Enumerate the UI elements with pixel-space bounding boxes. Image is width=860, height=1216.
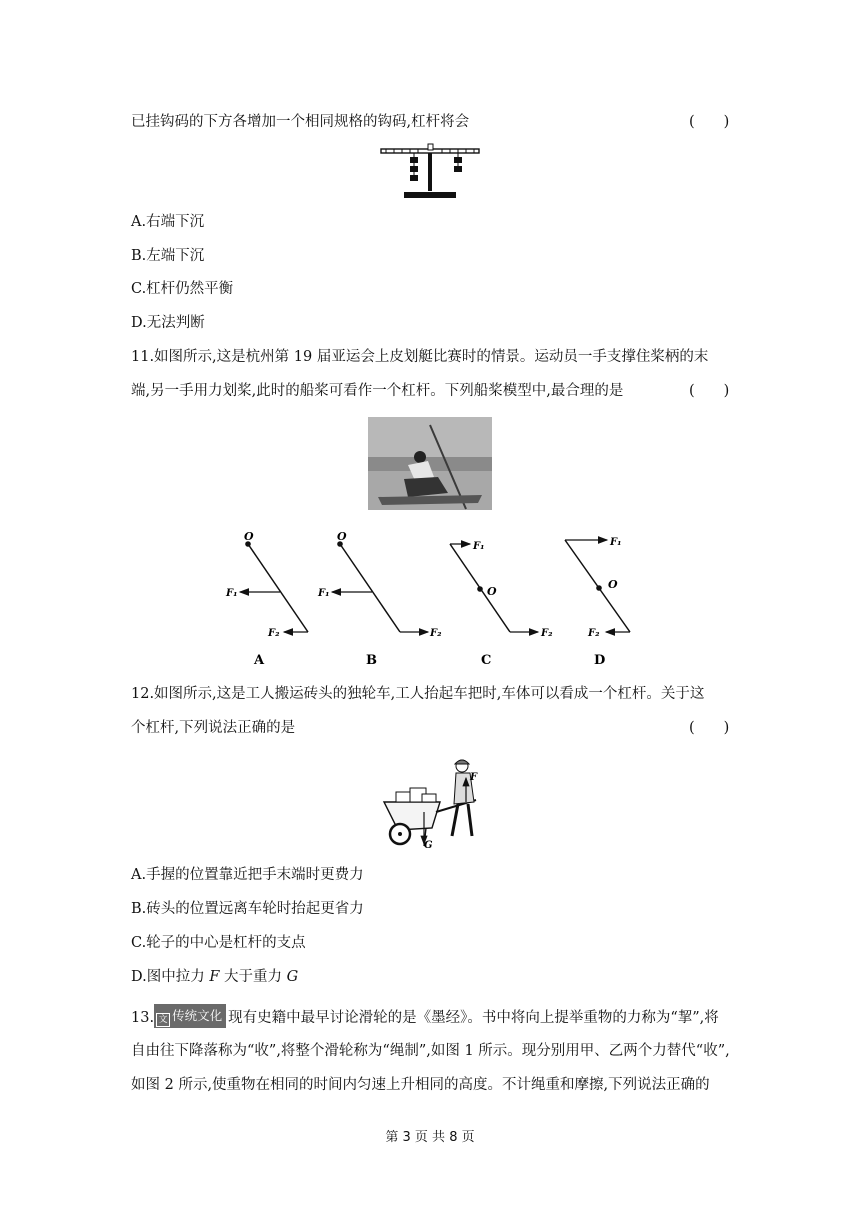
q10-option-b: B.左端下沉	[131, 248, 205, 264]
q13-text-line3: 如图 2 所示,使重物在相同的时间内匀速上升相同的高度。不计绳重和摩擦,下列说法正确的	[131, 1077, 710, 1093]
q11-text-line1: 11.如图所示,这是杭州第 19 届亚运会上皮划艇比赛时的情景。运动员一手支撑住桨柄的末	[131, 349, 709, 365]
traditional-culture-badge: 文 传统文化	[154, 1004, 226, 1028]
lever-balance-figure	[378, 142, 482, 200]
q10-answer-paren: ( )	[689, 114, 730, 130]
diagram-a	[225, 530, 308, 668]
q12-option-b: B.砖头的位置远离车轮时抬起更省力	[131, 901, 364, 917]
culture-icon: 文	[156, 1013, 170, 1027]
diagram-a-label-o: O	[244, 530, 254, 543]
diagram-d-label-o: O	[608, 578, 618, 591]
diagram-a-letter: A	[254, 653, 265, 668]
q12-option-a: A.手握的位置靠近把手末端时更费力	[131, 867, 364, 883]
diagram-c-label-f1: F₁	[473, 541, 485, 552]
wheelbarrow-label-f: F	[470, 772, 478, 783]
q10-option-a: A.右端下沉	[131, 214, 205, 230]
q13-text-line2: 自由往下降落称为“收”,将整个滑轮称为“绳制”,如图 1 所示。现分别用甲、乙两个力替代“收”,	[131, 1043, 730, 1059]
q11-answer-paren: ( )	[689, 383, 730, 399]
diagram-b-label-f1: F₁	[318, 588, 330, 599]
q12-text-line2: 个杠杆,下列说法正确的是	[131, 720, 296, 736]
canoe-photo	[368, 417, 492, 510]
q11-text-line2: 端,另一手用力划桨,此时的船桨可看作一个杠杆。下列船桨模型中,最合理的是	[131, 383, 624, 399]
q10-option-c: C.杠杆仍然平衡	[131, 281, 234, 297]
q12-option-c: C.轮子的中心是杠杆的支点	[131, 935, 306, 951]
diagram-b-letter: B	[366, 653, 377, 668]
diagram-d-label-f1: F₁	[610, 537, 622, 548]
diagram-c-label-f2: F₂	[541, 628, 553, 639]
q12-answer-paren: ( )	[689, 720, 730, 736]
q10-text: 已挂钩码的下方各增加一个相同规格的钩码,杠杆将会	[131, 114, 470, 130]
wheelbarrow-label-g: G	[424, 840, 433, 851]
q10-option-d: D.无法判断	[131, 315, 205, 331]
diagram-c-label-o: O	[487, 585, 497, 598]
q12-option-d: D.图中拉力 F 大于重力 G	[131, 969, 299, 985]
diagram-b	[317, 530, 442, 668]
diagram-b-label-o: O	[337, 530, 347, 543]
diagram-c	[450, 541, 553, 668]
wheelbarrow-figure	[378, 756, 490, 852]
page-footer: 第 3 页 共 8 页	[385, 1130, 475, 1145]
q13-text-line1: 13. 文 传统文化 现有史籍中最早讨论滑轮的是《墨经》。书中将向上提举重物的力称为“挈”,将	[131, 1006, 719, 1030]
q12-text-line1: 12.如图所示,这是工人搬运砖头的独轮车,工人抬起车把时,车体可以看成一个杠杆。关于这	[131, 686, 705, 702]
diagram-d	[565, 537, 630, 668]
diagram-b-label-f2: F₂	[430, 628, 442, 639]
diagram-d-letter: D	[594, 653, 606, 668]
diagram-a-label-f1: F₁	[226, 588, 238, 599]
diagram-c-letter: C	[481, 653, 492, 668]
diagram-d-label-f2: F₂	[588, 628, 600, 639]
paddle-lever-diagrams	[222, 528, 652, 670]
diagram-a-label-f2: F₂	[268, 628, 280, 639]
